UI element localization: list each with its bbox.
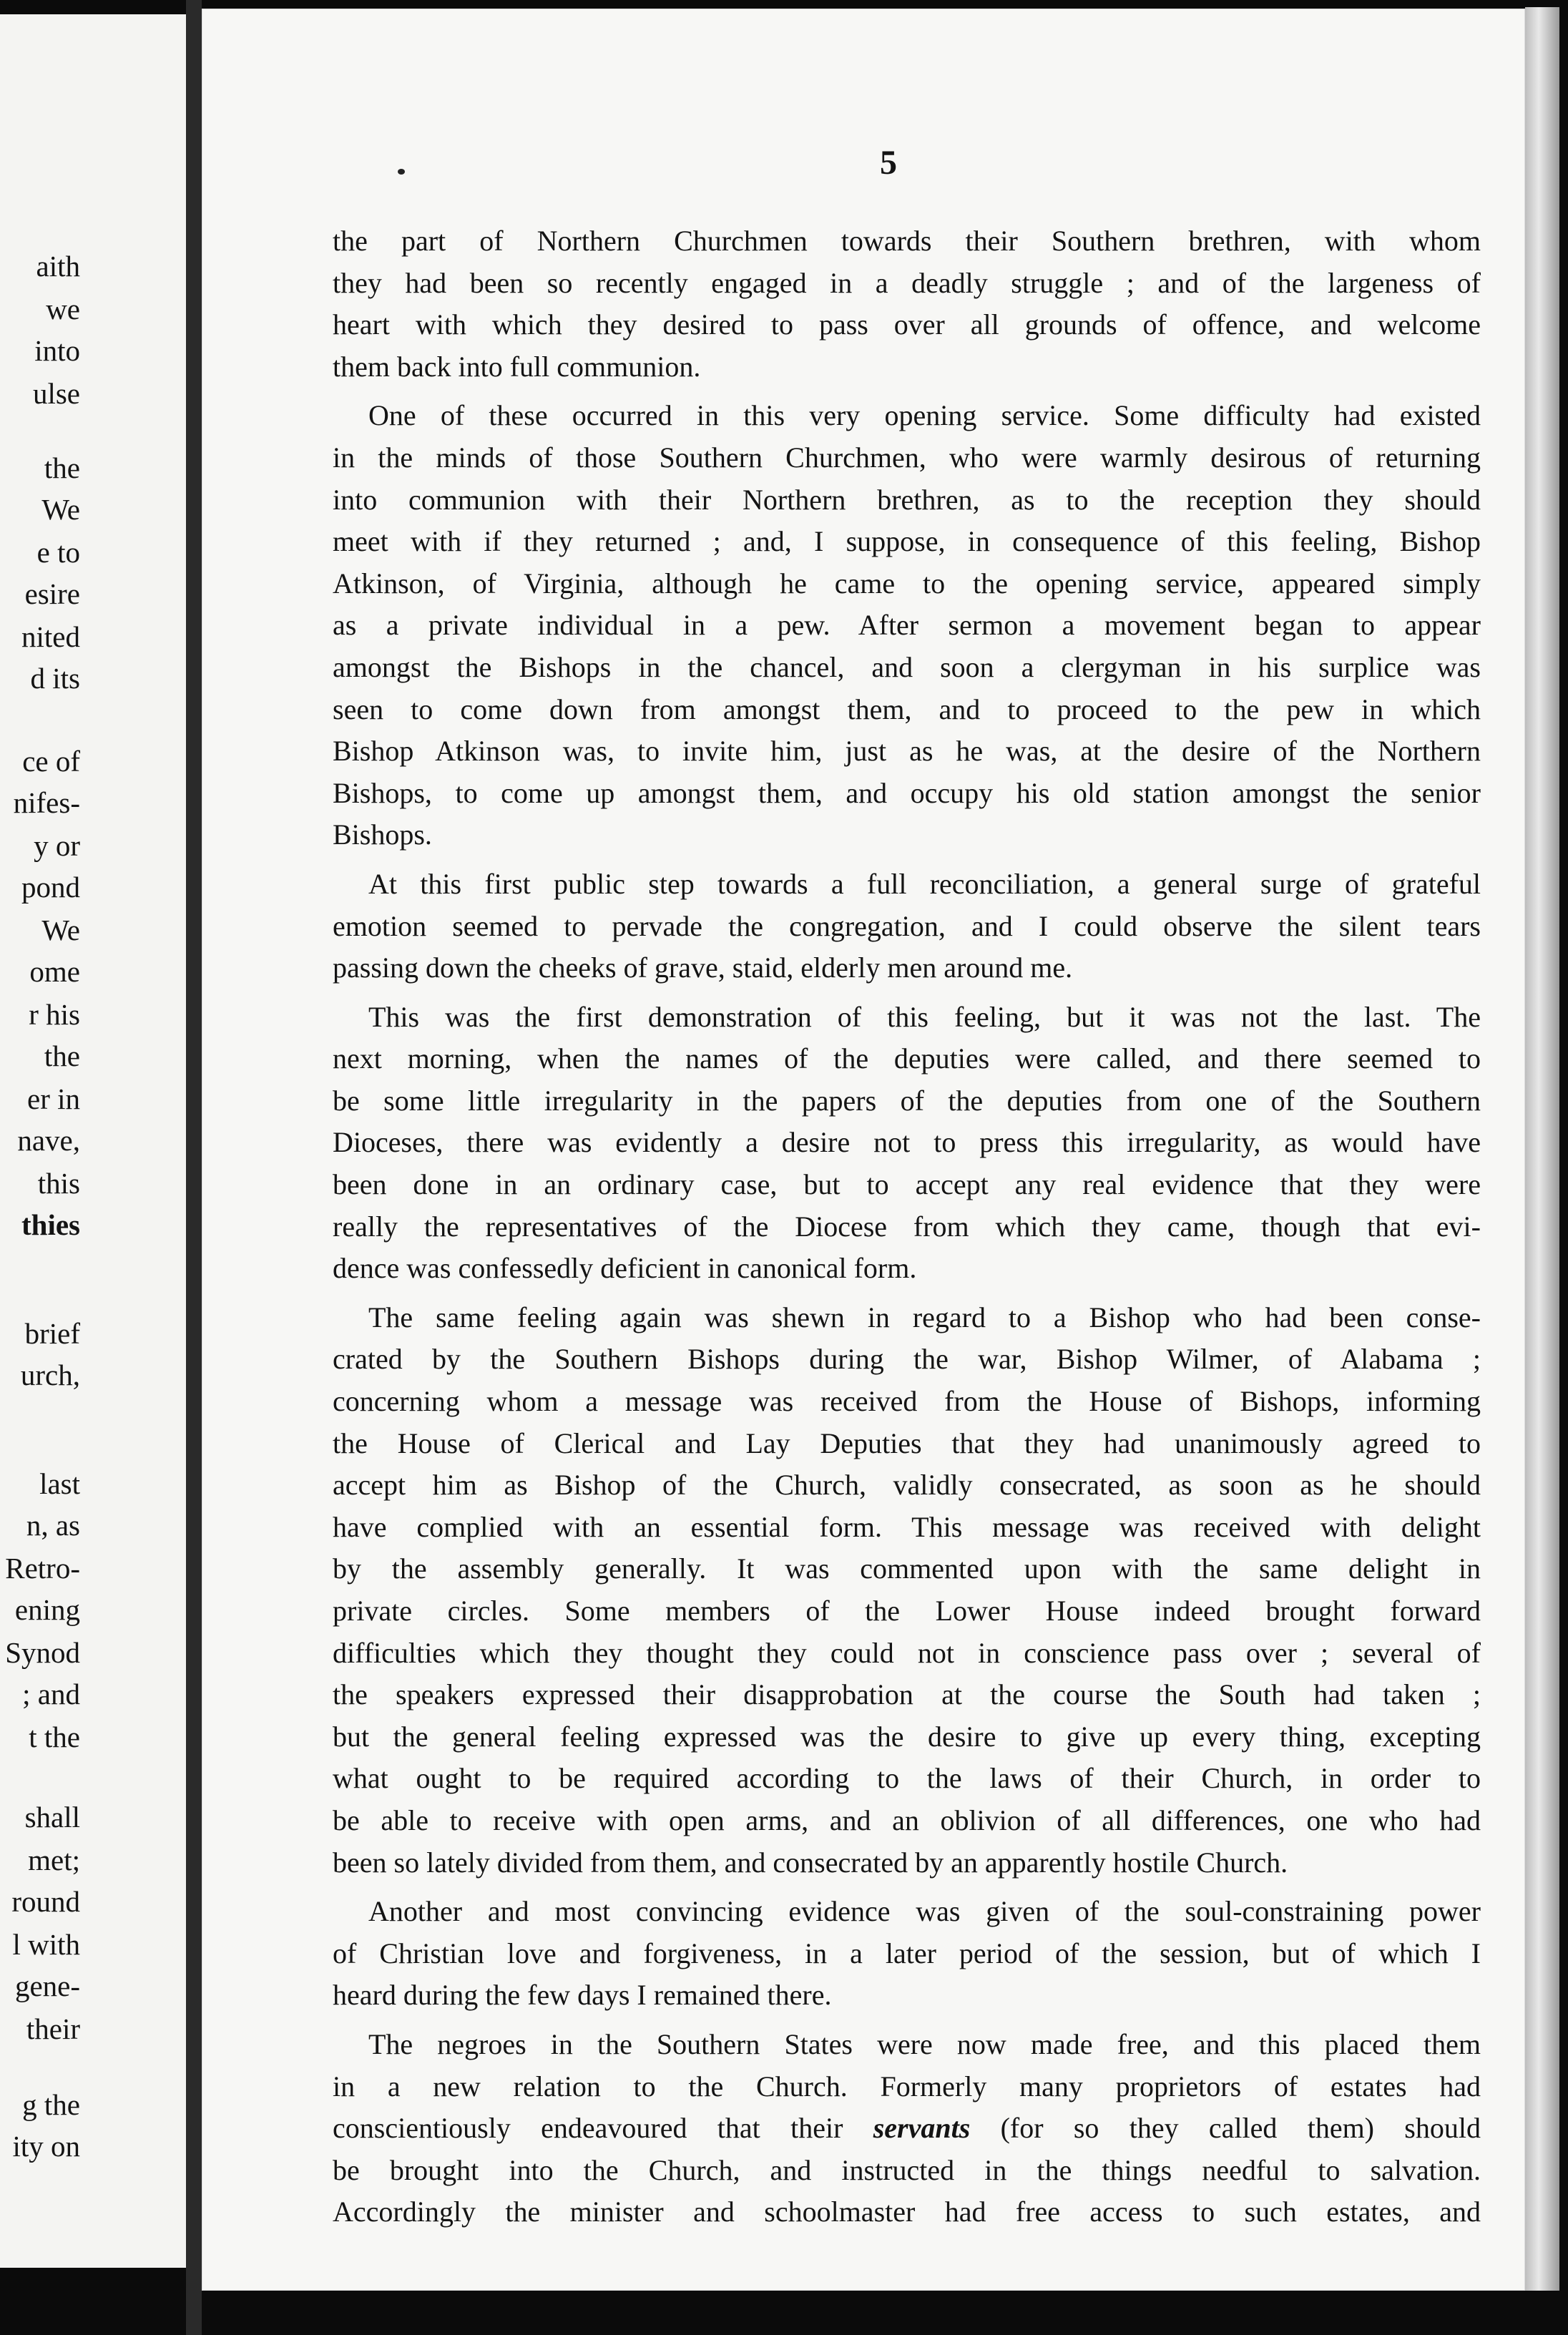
left-page-text-fragment: this (37, 1167, 80, 1200)
left-page-text-fragment: We (41, 493, 80, 526)
text-line: been so lately divided from them, and consecrated by an apparently hostile Church. (333, 1846, 1288, 1879)
left-page-text-fragment: the (44, 1039, 80, 1072)
left-page-text-fragment: ulse (32, 377, 80, 410)
left-page-text-fragment: their (26, 2012, 80, 2045)
text-line: seen to come down from amongst them, and to proceed to the pew in which (333, 692, 1481, 725)
paragraph (333, 2024, 1481, 2233)
text-line: meet with if they returned ; and, I suppose, in consequence of this feeling, Bishop (333, 525, 1481, 558)
paragraph (333, 1891, 1481, 2017)
text-line: what ought to be required according to the laws of their Church, in order to (333, 1762, 1481, 1795)
text-line: This was the first demonstration of this feeling, but it was not the last. The (368, 1000, 1481, 1033)
text-line: been done in an ordinary case, but to accept any real evidence that they were (333, 1168, 1481, 1201)
text-line: At this first public step towards a full reconciliation, a general surge of grateful (368, 867, 1481, 900)
left-page-text-fragment: ce of (22, 745, 80, 778)
text-line: of Christian love and forgiveness, in a later period of the session, but of which I (333, 1937, 1481, 1969)
left-page-text-fragment: nifes- (13, 786, 80, 819)
text-line: The same feeling again was shewn in regard to a Bishop who had been conse- (368, 1301, 1481, 1333)
text-line: be brought into the Church, and instructed in the things needful to salvation. (333, 2153, 1481, 2186)
text-line: heard during the few days I remained there. (333, 1979, 832, 2012)
text-line: Accordingly the minister and schoolmaster had free access to such estates, and (333, 2196, 1481, 2228)
text-line: Atkinson, of Virginia, although he came to the opening service, appeared simply (333, 567, 1481, 599)
text-line: passing down the cheeks of grave, staid, elderly men around me. (333, 951, 1073, 984)
text-line: private circles. Some members of the Lower House indeed brought forward (333, 1595, 1481, 1627)
left-page-text-fragment: nave, (17, 1124, 80, 1157)
left-page-text-fragment: nited (21, 620, 80, 653)
text-line: dence was confessedly deficient in canonical form. (333, 1252, 917, 1285)
left-page-text-fragment: thies (21, 1208, 80, 1241)
text-line: next morning, when the names of the deputies were called, and there seemed to (333, 1042, 1481, 1075)
left-page-text-fragment: r his (29, 998, 80, 1031)
text-line: One of these occurred in this very opening service. Some difficulty had existed (368, 399, 1481, 432)
page-edge (1525, 7, 1559, 2296)
left-page-text-fragment: met; (28, 1844, 80, 1876)
left-page-text-fragment: n, as (26, 1509, 80, 1542)
emphasis: servants (873, 2112, 971, 2145)
left-page-text-fragment: y or (34, 829, 80, 862)
left-page-text-fragment: we (46, 293, 80, 325)
left-page-text-fragment: aith (36, 250, 80, 283)
left-page-text-fragment: the (44, 451, 80, 484)
paragraph (333, 863, 1481, 989)
text-line: be some little irregularity in the papers of the deputies from one of the Southern (333, 1084, 1481, 1117)
text-line: Bishops. (333, 818, 432, 851)
text-line: the speakers expressed their disapprobation at the course the South had taken ; (333, 1678, 1481, 1711)
left-page-text-fragment: l with (12, 1928, 80, 1961)
text-line: into communion with their Northern brethren, as to the reception they should (333, 483, 1481, 516)
text-line: really the representatives of the Diocese from which they came, though that evi- (333, 1210, 1481, 1243)
left-page-text-fragment: er in (27, 1082, 80, 1115)
left-page-text-fragment: ity on (12, 2130, 80, 2163)
left-page-text-fragment: g the (22, 2088, 80, 2121)
page-number: 5 (880, 144, 897, 182)
left-page-text-fragment: pond (21, 871, 80, 904)
paragraph (333, 1297, 1481, 1884)
text-line: be able to receive with open arms, and an oblivion of all differences, one who had (333, 1803, 1481, 1836)
ink-mark (398, 169, 405, 175)
text-line: heart with which they desired to pass over all grounds of offence, and welcome (333, 308, 1481, 341)
book-gutter (186, 0, 202, 2335)
text-line: The negroes in the Southern States were now made free, and this placed them (368, 2027, 1481, 2060)
text-line: Dioceses, there was evidently a desire not to press this irregularity, as would have (333, 1126, 1481, 1159)
paragraph (333, 220, 1481, 388)
left-page-text-fragment: ening (14, 1593, 80, 1626)
paragraph (333, 395, 1481, 856)
left-page-text-fragment: e to (36, 536, 80, 569)
left-page-text-fragment: ome (29, 955, 80, 988)
text-line: Bishops, to come up amongst them, and occupy his old station amongst the senior (333, 776, 1481, 809)
left-page-text-fragment: esire (24, 577, 80, 610)
paragraph (333, 997, 1481, 1290)
left-page-text-fragment: gene- (14, 1969, 80, 2002)
text-line: have complied with an essential form. This message was received with delight (333, 1510, 1481, 1543)
left-page-text-fragment: We (41, 914, 80, 946)
scan-background (202, 2291, 1561, 2335)
text-line: the part of Northern Churchmen towards their Southern brethren, with whom (333, 225, 1481, 257)
left-page-fragment (0, 14, 192, 2268)
left-page-text-fragment: Retro- (5, 1552, 80, 1585)
text-line: accept him as Bishop of the Church, validly consecrated, as soon as he should (333, 1469, 1481, 1502)
text-line: Another and most convincing evidence was given of the soul-constraining power (368, 1895, 1481, 1928)
body-text (333, 220, 1481, 2233)
text-line: in a new relation to the Church. Formerly many proprietors of estates had (333, 2070, 1481, 2103)
left-page-text-fragment: Synod (5, 1636, 80, 1669)
text-line: in the minds of those Southern Churchmen, who were warmly desirous of returning (333, 441, 1481, 474)
left-page-text-fragment: d its (30, 662, 80, 695)
text-line: as a private individual in a pew. After sermon a movement began to appear (333, 609, 1481, 642)
left-page-text-fragment: ; and (22, 1678, 80, 1710)
text-line: Bishop Atkinson was, to invite him, just as he was, at the desire of the Northern (333, 735, 1481, 768)
left-page-text-fragment: t the (29, 1720, 80, 1753)
text-line: concerning whom a message was received from the House of Bishops, informing (333, 1385, 1481, 1418)
left-page-text-fragment: shall (24, 1801, 80, 1834)
left-page-text-fragment: urch, (20, 1359, 80, 1391)
text-line: but the general feeling expressed was the desire to give up every thing, excepting (333, 1720, 1481, 1753)
text-line: amongst the Bishops in the chancel, and soon a clergyman in his surplice was (333, 650, 1481, 683)
text-line: emotion seemed to pervade the congregation, and I could observe the silent tears (333, 909, 1481, 942)
left-page-text-fragment: brief (24, 1317, 80, 1350)
text-line: crated by the Southern Bishops during the war, Bishop Wilmer, of Alabama ; (333, 1343, 1481, 1376)
text-line: the House of Clerical and Lay Deputies that they had unanimously agreed to (333, 1426, 1481, 1459)
left-page-text-fragment: into (34, 334, 80, 367)
text-line: by the assembly generally. It was commented upon with the same delight in (333, 1552, 1481, 1585)
left-page-text-fragment: last (39, 1467, 80, 1500)
left-page-text-fragment: round (11, 1885, 80, 1918)
text-line: they had been so recently engaged in a deadly struggle ; and of the largeness of (333, 266, 1481, 299)
text-line: difficulties which they thought they could not in conscience pass over ; several of (333, 1636, 1481, 1669)
text-line: conscientiously endeavoured that their servants (for so they called them) should (333, 2112, 1481, 2145)
text-line: them back into full communion. (333, 350, 701, 383)
